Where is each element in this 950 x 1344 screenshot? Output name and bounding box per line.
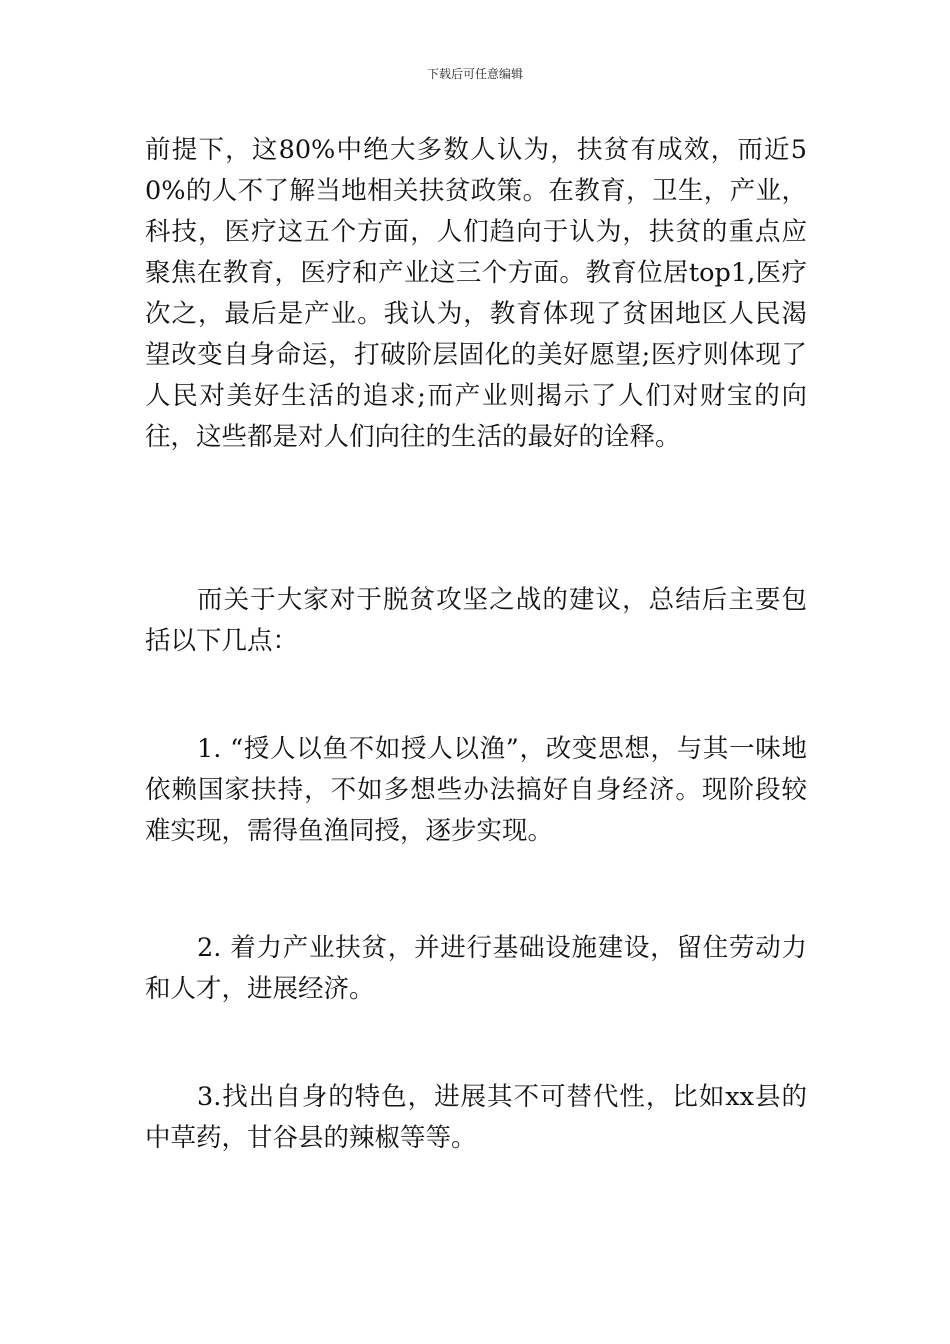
- list-item-suggestion-3: 3.找出自身的特色，进展其不可替代性，比如xx县的中草药，甘谷县的辣椒等等。: [145, 1082, 807, 1153]
- paragraph-suggestions-intro: 而关于大家对于脱贫攻坚之战的建议，总结后主要包括以下几点：: [145, 585, 807, 656]
- page-header: 下载后可任意编辑: [426, 67, 523, 81]
- paragraph-continuation: 前提下，这80%中绝大多数人认为，扶贫有成效，而近50%的人不了解当地相关扶贫政策。在教育，卫生，产业，科技，医疗这五个方面，人们趋向于认为，扶贫的重点应聚焦在教育，医疗和产业这三个方面。教育位居top1,医疗次之，最后是产业。我认为，教育体现了贫困地区人民渴望改变自身命运，打破阶层固化的美好愿望;医疗则体现了人民对美好生活的追求;而产业则揭示了人们对财宝的向往，这些都是对人们向往的生活的最好的诠释。: [145, 135, 807, 452]
- list-item-suggestion-1: 1. “授人以鱼不如授人以渔”，改变思想，与其一味地依赖国家扶持，不如多想些办法搞好自身经济。现阶段较难实现，需得鱼渔同授，逐步实现。: [145, 734, 807, 846]
- list-item-suggestion-2: 2. 着力产业扶贫，并进行基础设施建设，留住劳动力和人才，进展经济。: [145, 933, 807, 1004]
